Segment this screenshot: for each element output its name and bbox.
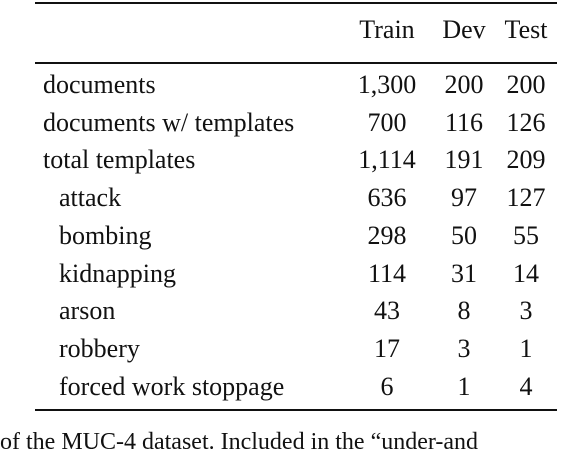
cell-train: 43 (374, 296, 400, 325)
cell-dev: 1 (457, 372, 471, 401)
cell-train: 17 (374, 334, 400, 363)
row-label: documents w/ templates (43, 108, 295, 137)
row-label: bombing (59, 221, 152, 250)
row-label: kidnapping (59, 259, 176, 288)
cell-dev: 191 (444, 145, 484, 174)
cell-test: 1 (519, 334, 533, 363)
row-label: robbery (59, 334, 140, 363)
cell-dev: 116 (444, 108, 484, 137)
table-top-rule (35, 2, 557, 4)
table-bottom-rule (35, 409, 557, 411)
cell-train: 298 (367, 221, 407, 250)
cell-test: 55 (513, 221, 539, 250)
cell-train: 636 (367, 183, 407, 212)
cell-test: 3 (519, 296, 533, 325)
row-label: total templates (43, 145, 196, 174)
table-header-rule (35, 62, 557, 64)
cell-test: 127 (506, 183, 546, 212)
row-label: arson (59, 296, 116, 325)
row-label: forced work stoppage (59, 372, 285, 401)
cell-test: 126 (506, 108, 546, 137)
cell-dev: 97 (451, 183, 477, 212)
cell-dev: 50 (451, 221, 477, 250)
cell-test: 200 (506, 70, 546, 99)
cell-dev: 31 (451, 259, 477, 288)
cell-train: 1,114 (358, 145, 416, 174)
cell-dev: 3 (457, 334, 471, 363)
caption-fragment: of the MUC-4 dataset. Included in the “under-and (0, 429, 479, 455)
header-train: Train (359, 15, 415, 44)
row-label: documents (43, 70, 156, 99)
cell-train: 114 (367, 259, 407, 288)
row-label: attack (59, 183, 122, 212)
header-dev: Dev (442, 15, 486, 44)
cell-train: 6 (380, 372, 394, 401)
cell-test: 4 (519, 372, 533, 401)
header-test: Test (504, 15, 548, 44)
cell-train: 700 (367, 108, 407, 137)
cell-test: 209 (506, 145, 546, 174)
cell-test: 14 (513, 259, 539, 288)
cell-dev: 200 (444, 70, 484, 99)
cell-dev: 8 (457, 296, 471, 325)
cell-train: 1,300 (357, 70, 417, 99)
